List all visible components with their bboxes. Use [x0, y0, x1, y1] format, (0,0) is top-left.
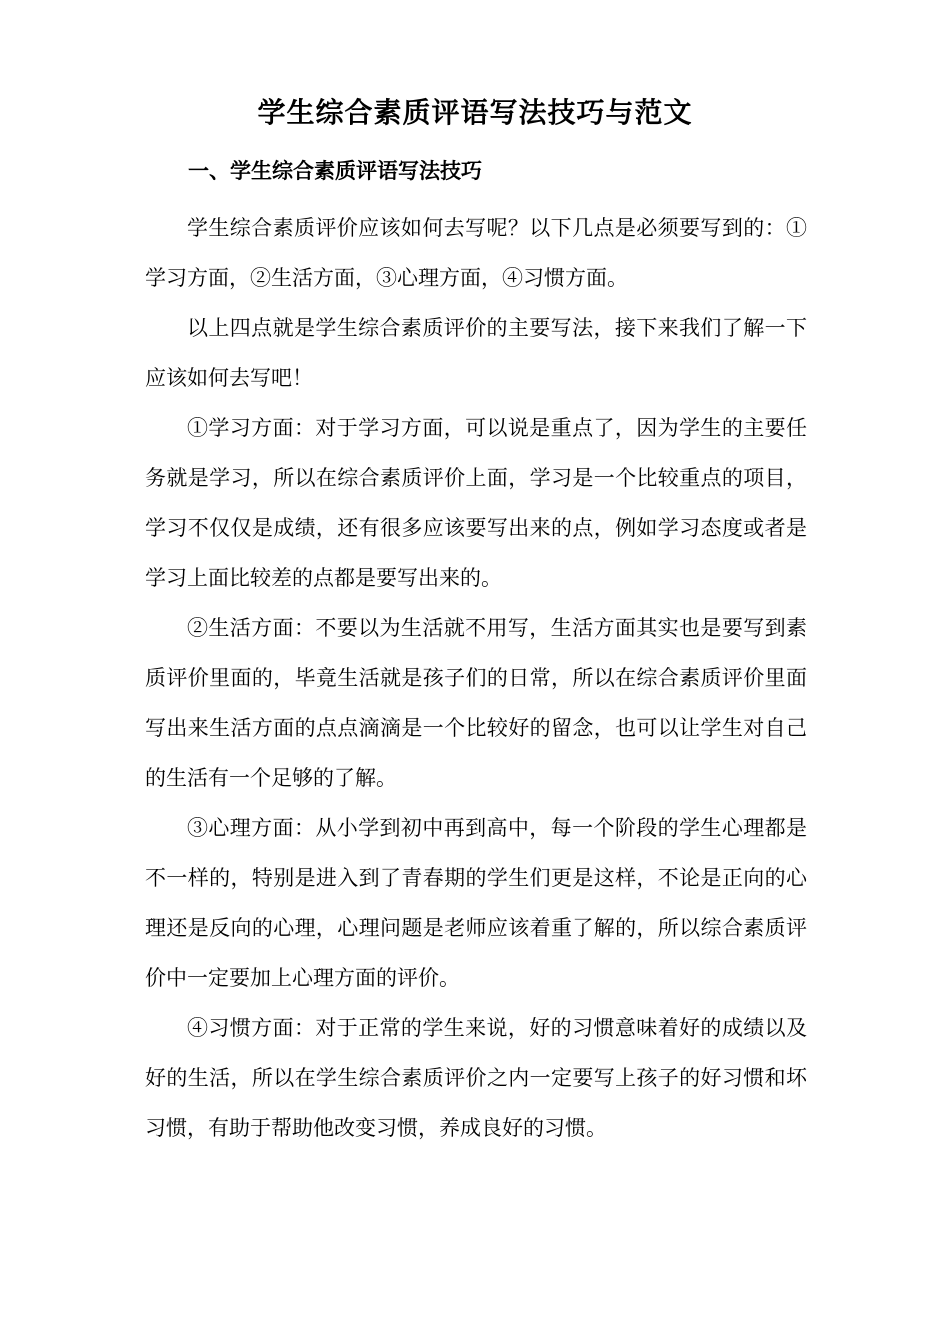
paragraph-life: ②生活方面：不要以为生活就不用写，生活方面其实也是要写到素质评价里面的，毕竟生活就是孩子们的日常，所以在综合素质评价里面写出来生活方面的点点滴滴是一个比较好的留念，也可以让学生对自己的生活有一个足够的了解。 — [145, 616, 807, 790]
paragraph-study: ①学习方面：对于学习方面，可以说是重点了，因为学生的主要任务就是学习，所以在综合素质评价上面，学习是一个比较重点的项目，学习不仅仅是成绩，还有很多应该要写出来的点，例如学习态度或者是学习上面比较差的点都是要写出来的。 — [145, 416, 807, 590]
paragraph-intro: 学生综合素质评价应该如何去写呢？以下几点是必须要写到的：①学习方面，②生活方面，③心理方面，④习惯方面。 — [145, 216, 807, 290]
section-heading: 一、学生综合素质评语写法技巧 — [188, 158, 482, 183]
document-body — [145, 203, 807, 1153]
paragraph-summary: 以上四点就是学生综合素质评价的主要写法，接下来我们了解一下应该如何去写吧！ — [145, 316, 807, 390]
paragraph-psychology: ③心理方面：从小学到初中再到高中，每一个阶段的学生心理都是不一样的，特别是进入到了青春期的学生们更是这样，不论是正向的心理还是反向的心理，心理问题是老师应该着重了解的，所以综合素质评价中一定要加上心理方面的评价。 — [145, 816, 807, 990]
paragraph-habits: ④习惯方面：对于正常的学生来说，好的习惯意味着好的成绩以及好的生活，所以在学生综合素质评价之内一定要写上孩子的好习惯和坏习惯，有助于帮助他改变习惯，养成良好的习惯。 — [145, 1016, 807, 1140]
document-title: 学生综合素质评语写法技巧与范文 — [257, 96, 693, 129]
